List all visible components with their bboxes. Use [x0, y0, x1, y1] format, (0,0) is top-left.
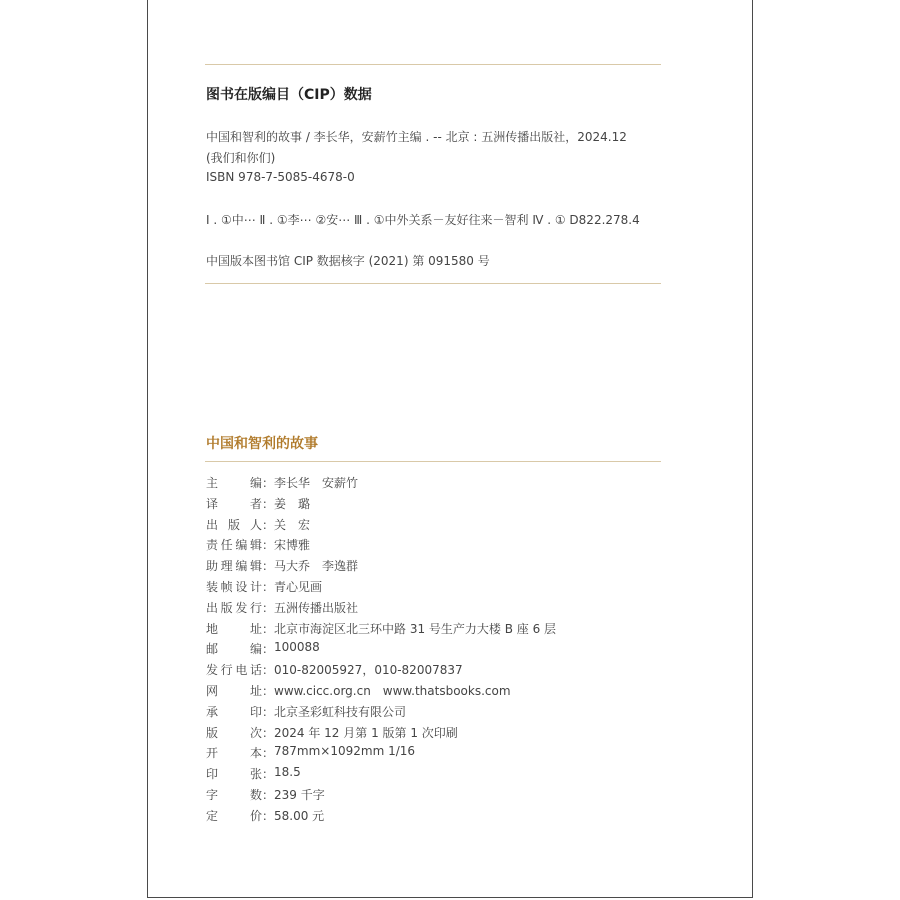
colophon-label: 字 数: [206, 788, 262, 802]
colophon-colon: ：: [262, 559, 275, 574]
colophon-value: 239 千字: [274, 788, 325, 802]
colophon-label: 助 理 编 辑: [206, 559, 262, 574]
top-divider: [205, 64, 661, 65]
colophon-colon: ：: [262, 808, 275, 823]
colophon-value: www.cicc.org.cn www.thatsbooks.com: [274, 684, 511, 698]
colophon-value: 李长华 安薪竹: [274, 476, 359, 490]
cip-title-line: 中国和智利的故事 / 李长华，安薪竹主编 . -- 北京 : 五洲传播出版社，2024.12: [206, 130, 627, 144]
colophon-label: 版 次: [206, 725, 262, 740]
colophon-value: 010-82005927，010-82007837: [274, 663, 463, 678]
colophon-value: 马大乔 李逸群: [274, 559, 359, 574]
book-title: 中国和智利的故事: [206, 436, 318, 452]
colophon-value: 宋博雅: [274, 538, 311, 553]
colophon-colon: ：: [262, 642, 275, 657]
colophon-value: 100088: [274, 640, 320, 655]
colophon-value: 青心见画: [274, 580, 323, 594]
colophon-label: 发 行 电 话: [206, 663, 262, 678]
cip-isbn-line: ISBN 978-7-5085-4678-0: [206, 170, 355, 184]
colophon-colon: ：: [262, 496, 275, 511]
colophon-value: 2024 年 12 月第 1 版第 1 次印刷: [274, 725, 458, 740]
colophon-colon: ：: [262, 517, 275, 532]
cip-bottom-divider: [205, 283, 661, 284]
colophon-label: 出 版 发 行: [206, 600, 262, 615]
colophon-value: 18.5: [274, 765, 301, 780]
cip-heading: 图书在版编目（CIP）数据: [206, 87, 372, 103]
colophon-value: 关 宏: [274, 517, 311, 532]
cip-record-number: 中国版本图书馆 CIP 数据核字 (2021) 第 091580 号: [206, 254, 490, 268]
colophon-colon: ：: [262, 663, 275, 678]
colophon-value: 北京市海淀区北三环中路 31 号生产力大楼 B 座 6 层: [274, 621, 557, 636]
colophon-value: 姜 璐: [274, 496, 311, 511]
colophon-colon: ：: [262, 538, 275, 553]
colophon-colon: ：: [262, 600, 275, 615]
colophon-label: 网 址: [206, 684, 262, 698]
colophon-value: 787mm×1092mm 1/16: [274, 744, 416, 759]
colophon-colon: ：: [262, 725, 275, 740]
colophon-colon: ：: [262, 746, 275, 761]
colophon-label: 出 版 人: [206, 517, 262, 532]
colophon-colon: ：: [262, 704, 275, 719]
colophon-label: 邮 编: [206, 642, 262, 657]
colophon-colon: ：: [262, 621, 275, 636]
colophon-divider: [205, 461, 661, 462]
cip-series-line: (我们和你们): [206, 151, 276, 165]
colophon-colon: ：: [262, 476, 275, 490]
colophon-label: 责 任 编 辑: [206, 538, 262, 553]
colophon-colon: ：: [262, 788, 275, 802]
colophon-label: 主 编: [206, 476, 262, 490]
colophon-value: 北京圣彩虹科技有限公司: [274, 704, 407, 719]
colophon-colon: ：: [262, 767, 275, 782]
colophon-value: 五洲传播出版社: [274, 600, 359, 615]
colophon-colon: ：: [262, 580, 275, 594]
cip-classification-line: Ⅰ . ①中⋯ Ⅱ . ①李⋯ ②安⋯ Ⅲ . ①中外关系－友好往来－智利 Ⅳ . ① D822.278.4: [206, 213, 640, 227]
colophon-label: 印 张: [206, 767, 262, 782]
colophon-label: 装 帧 设 计: [206, 580, 262, 594]
colophon-label: 译 者: [206, 496, 262, 511]
colophon-label: 开 本: [206, 746, 262, 761]
colophon-label: 地 址: [206, 621, 262, 636]
colophon-value: 58.00 元: [274, 808, 325, 823]
copyright-page: [147, 0, 753, 898]
colophon-colon: ：: [262, 684, 275, 698]
colophon-label: 承 印: [206, 704, 262, 719]
colophon-label: 定 价: [206, 808, 262, 823]
